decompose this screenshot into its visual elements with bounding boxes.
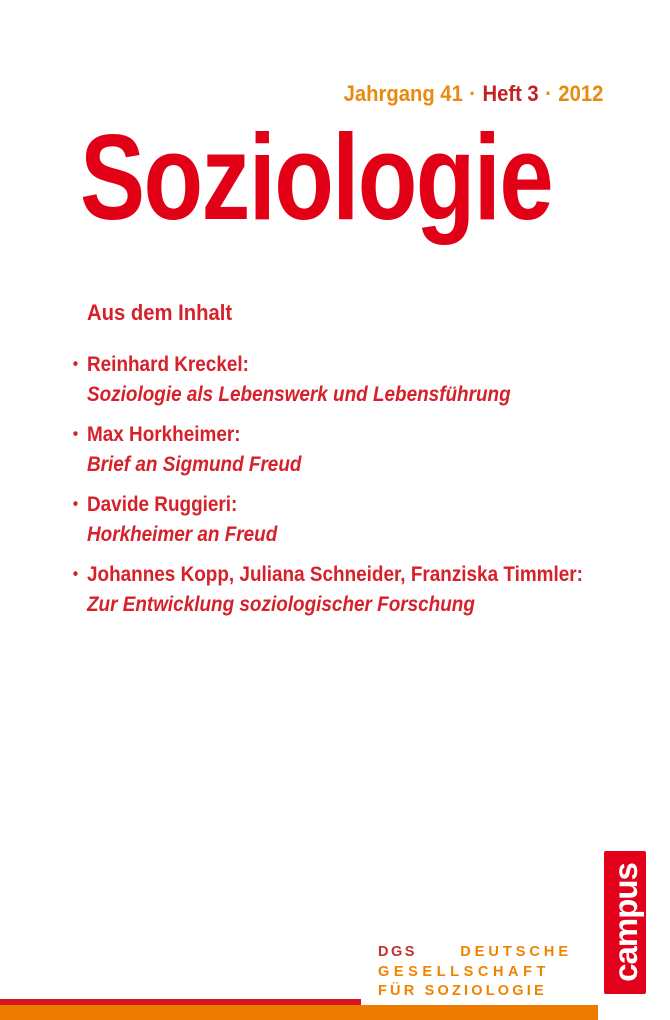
separator-dot: · bbox=[468, 81, 476, 106]
bottom-orange-bar bbox=[0, 1005, 598, 1020]
article-bullet: • bbox=[72, 424, 79, 443]
article-item bbox=[72, 559, 615, 619]
dgs-name-line: FÜR SOZIOLOGIE bbox=[378, 983, 547, 999]
article-title: Brief an Sigmund Freud bbox=[87, 452, 302, 476]
article-bullet: • bbox=[72, 564, 79, 583]
issue-volume: Jahrgang 41 bbox=[343, 81, 463, 106]
article-item bbox=[72, 349, 615, 409]
dgs-name-line: GESELLSCHAFT bbox=[378, 963, 551, 980]
issue-number: Heft 3 bbox=[482, 81, 539, 106]
dgs-name-line: DEUTSCHE bbox=[460, 944, 572, 960]
contents-heading: Aus dem Inhalt bbox=[87, 300, 233, 325]
dgs-line-1 bbox=[378, 943, 572, 963]
article-item bbox=[72, 489, 615, 549]
issue-line bbox=[343, 83, 603, 105]
issue-year: 2012 bbox=[557, 81, 603, 106]
campus-publisher-logo bbox=[604, 851, 646, 994]
dgs-society-block bbox=[378, 943, 572, 1002]
article-authors: Davide Ruggieri: bbox=[87, 492, 238, 516]
article-bullet: • bbox=[72, 354, 79, 373]
article-item bbox=[72, 419, 615, 479]
article-authors: Johannes Kopp, Juliana Schneider, Franziska Timmler: bbox=[87, 562, 583, 586]
article-title: Zur Entwicklung soziologischer Forschung bbox=[87, 592, 475, 616]
journal-title: Soziologie bbox=[80, 109, 552, 245]
dgs-abbreviation: DGS bbox=[378, 944, 417, 960]
article-title: Soziologie als Lebenswerk und Lebensführung bbox=[87, 382, 511, 406]
article-authors: Max Horkheimer: bbox=[87, 422, 241, 446]
article-bullet: • bbox=[72, 494, 79, 513]
separator-dot: · bbox=[544, 81, 552, 106]
article-authors: Reinhard Kreckel: bbox=[87, 352, 249, 376]
campus-logo-text: campus bbox=[606, 863, 644, 982]
article-title: Horkheimer an Freud bbox=[87, 522, 278, 546]
